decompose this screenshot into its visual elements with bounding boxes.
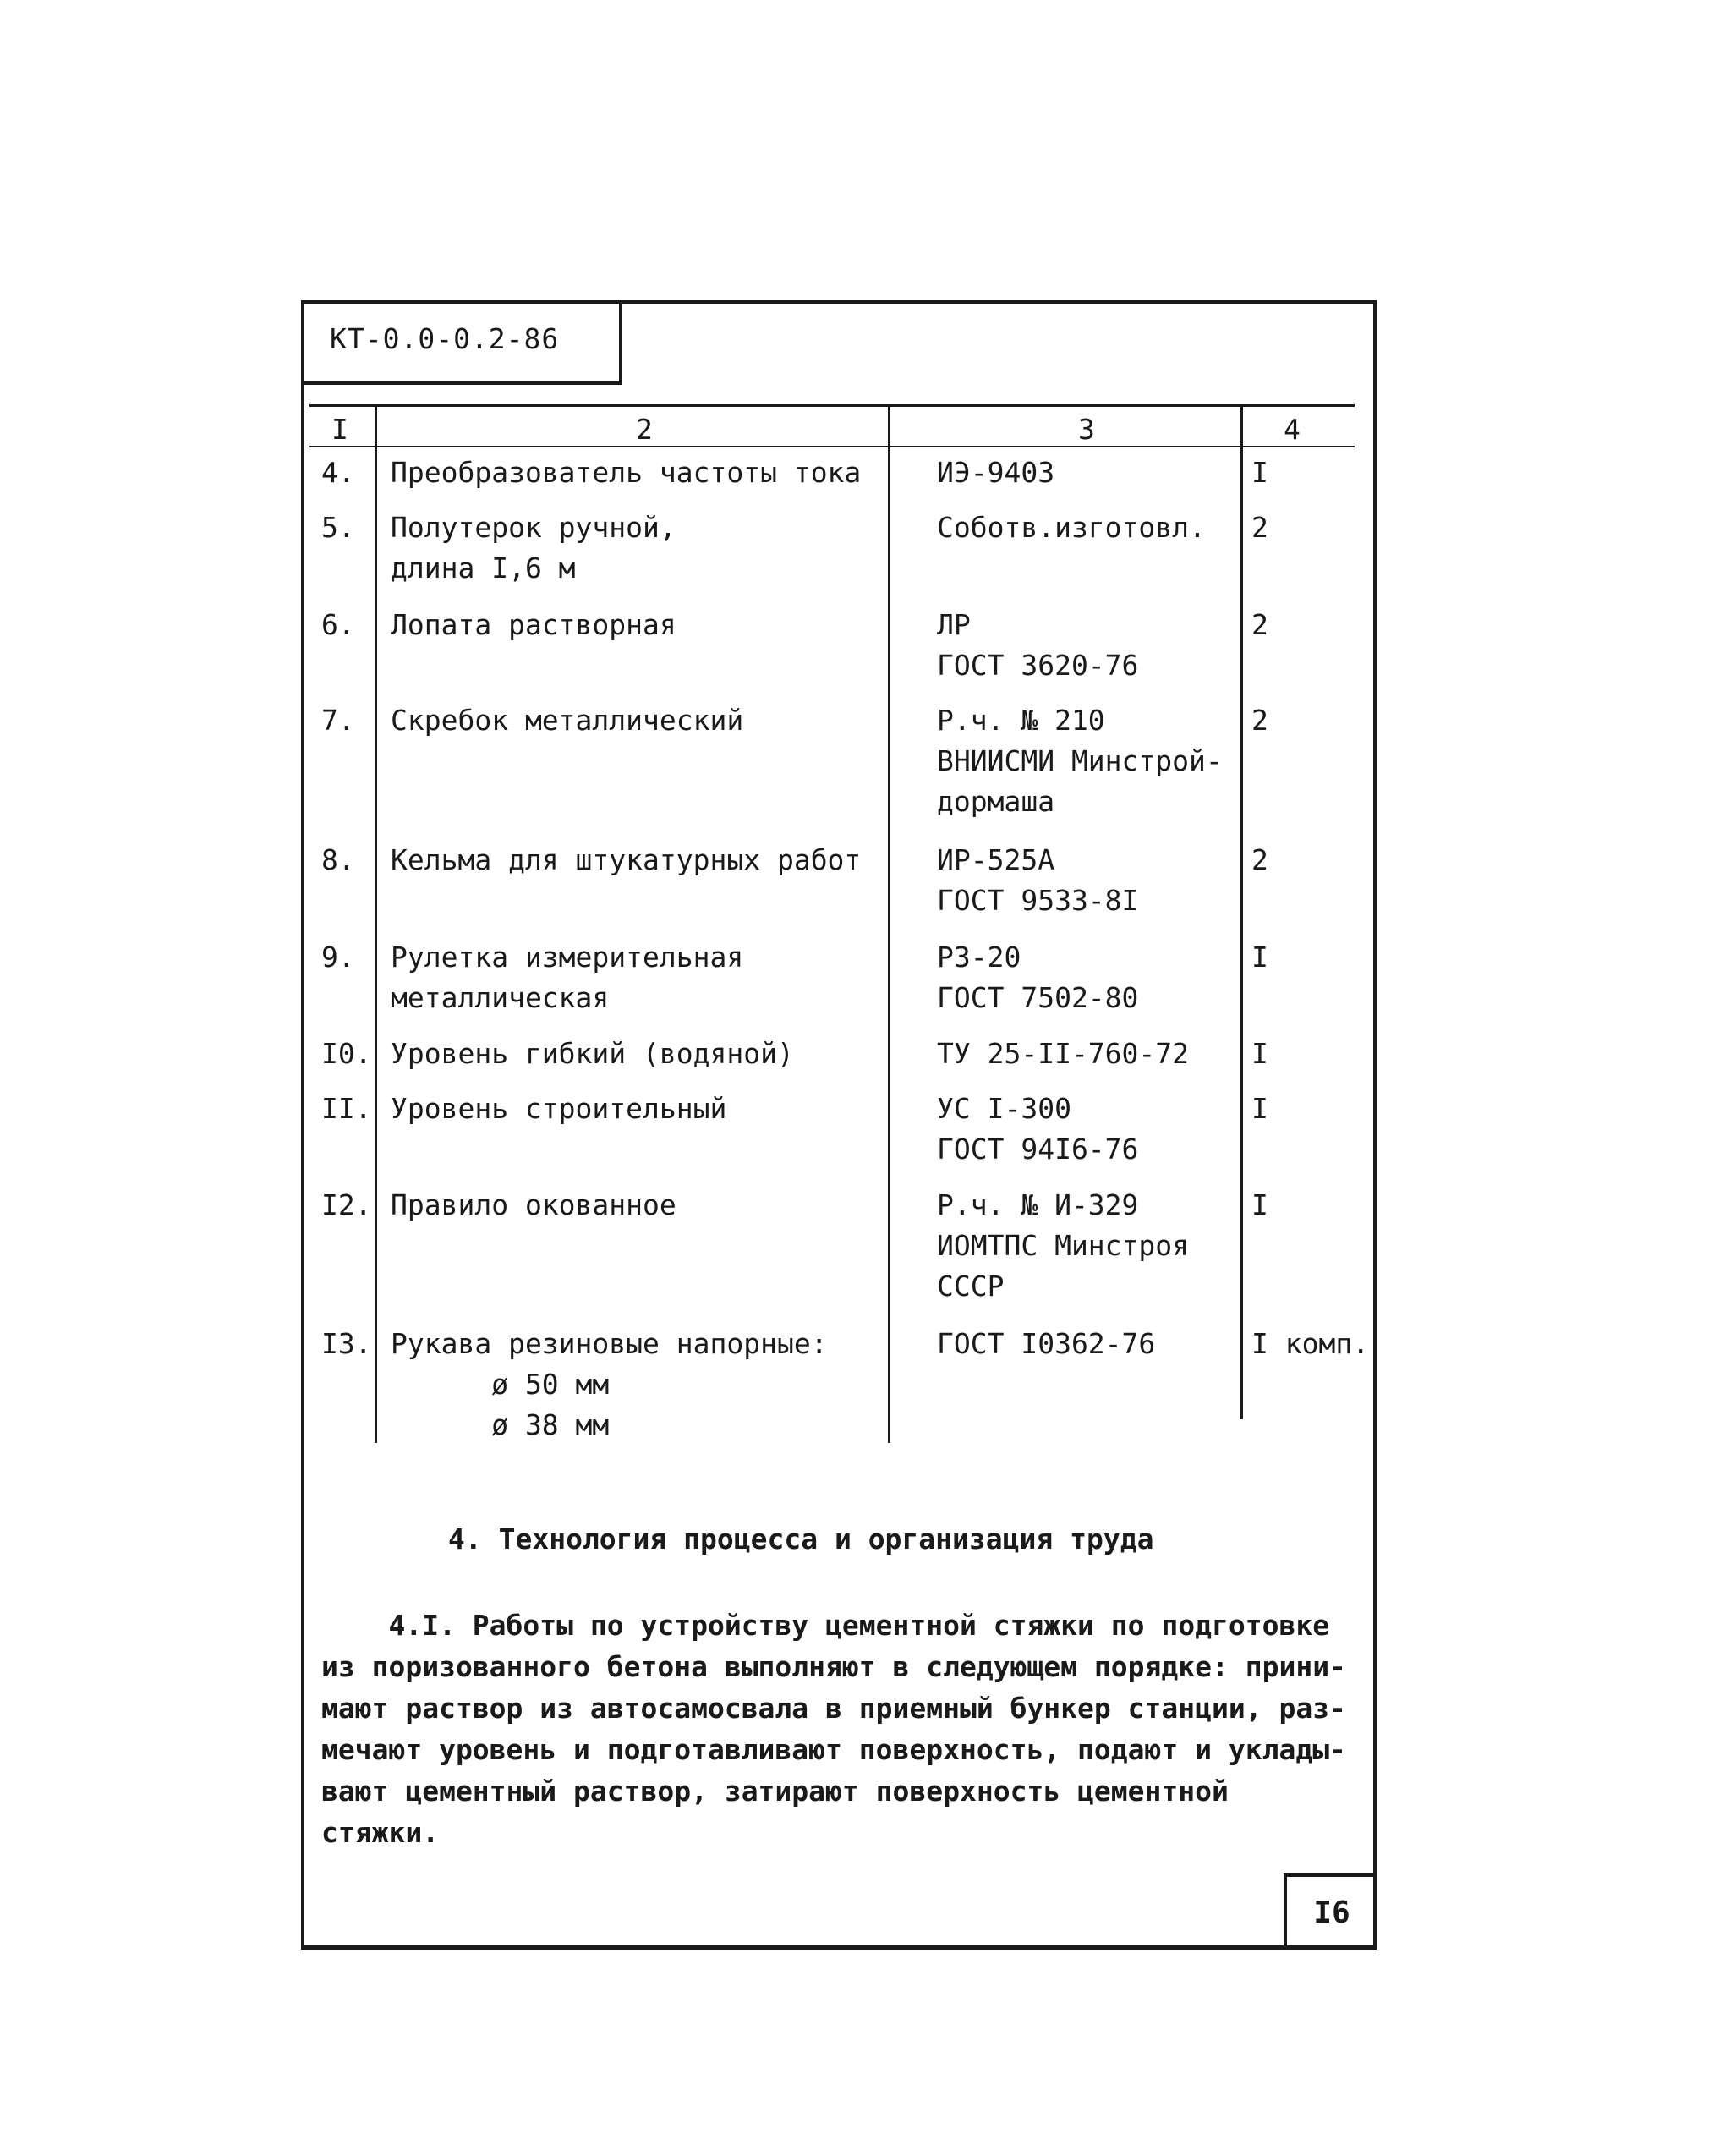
paragraph-line: вают цементный раствор, затирают поверхность цементной: [321, 1775, 1229, 1808]
item-quantity: 2: [1251, 608, 1268, 641]
paragraph-line: из поризованного бетона выполняют в следующем порядке: прини-: [321, 1650, 1346, 1683]
item-spec: дормаша: [937, 785, 1055, 818]
paragraph-line: 4.I. Работы по устройству цементной стяжки по подготовке: [321, 1609, 1330, 1642]
item-quantity: 2: [1251, 511, 1268, 544]
item-spec: ТУ 25-II-760-72: [937, 1037, 1190, 1070]
item-name: Рукава резиновые напорные:: [391, 1327, 828, 1360]
item-spec: УС I-300: [937, 1092, 1071, 1125]
item-quantity: I: [1251, 1037, 1268, 1070]
row-number: 6.: [321, 608, 355, 641]
item-spec: Р3-20: [937, 941, 1021, 974]
item-quantity: I: [1251, 941, 1268, 974]
column-divider-2: [888, 404, 890, 1443]
row-number: I2.: [321, 1188, 372, 1221]
item-name: Скребок металлический: [391, 704, 744, 737]
paragraph-line: стяжки.: [321, 1816, 440, 1849]
row-number: 7.: [321, 704, 355, 737]
item-name: ø 50 мм: [391, 1368, 610, 1401]
item-quantity: 2: [1251, 843, 1268, 876]
item-spec: ВНИИСМИ Минстрой-: [937, 744, 1223, 777]
item-name: Уровень строительный: [391, 1092, 727, 1125]
item-quantity: I: [1251, 1092, 1268, 1125]
item-spec: Р.ч. № 210: [937, 704, 1105, 737]
paragraph-line: мечают уровень и подготавливают поверхность, подают и уклады-: [321, 1733, 1346, 1766]
paragraph-line: мают раствор из автосамосвала в приемный бункер станции, раз-: [321, 1692, 1346, 1725]
item-spec: ГОСТ I0362-76: [937, 1327, 1156, 1360]
item-spec: ЛР: [937, 608, 971, 641]
document-code: КТ-0.0-0.2-86: [301, 300, 622, 385]
item-quantity: I: [1251, 456, 1268, 489]
item-quantity: 2: [1251, 704, 1268, 737]
item-spec: Соботв.изготовл.: [937, 511, 1206, 544]
item-spec: ГОСТ 3620-76: [937, 649, 1139, 682]
item-name: длина I,6 м: [391, 551, 576, 584]
row-number: 5.: [321, 511, 355, 544]
table-top-rule: [309, 404, 1355, 407]
item-spec: Р.ч. № И-329: [937, 1188, 1139, 1221]
item-spec: ГОСТ 7502-80: [937, 981, 1139, 1014]
column-divider-1: [375, 404, 377, 1443]
item-name: Лопата растворная: [391, 608, 676, 641]
item-name: ø 38 мм: [391, 1408, 610, 1441]
paragraph-4-1: [321, 1605, 1370, 1853]
row-number: 4.: [321, 456, 355, 489]
item-name: Правило окованное: [391, 1188, 676, 1221]
item-spec: ИР-525А: [937, 843, 1055, 876]
item-name: металлическая: [391, 981, 610, 1014]
column-header-2: 2: [636, 413, 653, 446]
row-number: 9.: [321, 941, 355, 974]
item-spec: ИЭ-9403: [937, 456, 1055, 489]
row-number: II.: [321, 1092, 372, 1125]
item-name: Полутерок ручной,: [391, 511, 676, 544]
table-header-rule: [309, 446, 1355, 447]
row-number: 8.: [321, 843, 355, 876]
page-number: I6: [1284, 1873, 1377, 1950]
row-number: I3.: [321, 1327, 372, 1360]
item-name: Уровень гибкий (водяной): [391, 1037, 794, 1070]
column-header-3: 3: [1078, 413, 1095, 446]
row-number: I0.: [321, 1037, 372, 1070]
item-spec: СССР: [937, 1270, 1005, 1303]
section-title: 4. Технология процесса и организация труда: [448, 1522, 1154, 1555]
item-name: Кельма для штукатурных работ: [391, 843, 862, 876]
item-quantity: I: [1251, 1188, 1268, 1221]
item-name: Преобразователь частоты тока: [391, 456, 862, 489]
item-quantity: I комп.: [1251, 1327, 1370, 1360]
item-spec: ГОСТ 9533-8I: [937, 884, 1139, 917]
column-divider-3: [1240, 404, 1243, 1419]
item-spec: ГОСТ 94I6-76: [937, 1133, 1139, 1166]
item-spec: ИОМТПС Минстроя: [937, 1229, 1190, 1262]
column-header-1: I: [331, 413, 348, 446]
column-header-4: 4: [1284, 413, 1301, 446]
item-name: Рулетка измерительная: [391, 941, 744, 974]
